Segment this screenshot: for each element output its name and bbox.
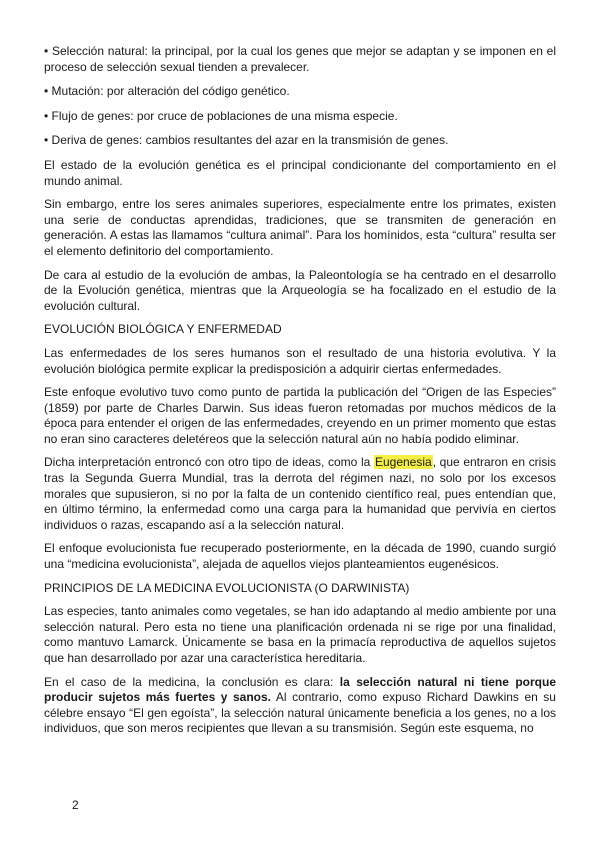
eugenesia-text-after: , que entraron en crisis tras la Segunda Guerra Mundial, tras la derrota del régimen nazi, no solo por los excesos morales que supusieron, si no por la falta de un contenido científico real, pues entendían que, en último término, la enfermedad como una carga para la humanidad que pervivía en ciertos individuos o razas, escapando así a la selección natural. xyxy=(44,455,556,532)
section-heading-evolucion-biologica: EVOLUCIÓN BIOLÓGICA Y ENFERMEDAD xyxy=(44,322,282,337)
bold-statement: la selección natural ni tiene porque producir sujetos más fuertes y sanos. xyxy=(44,674,557,705)
paragraph-conclusion-medicina xyxy=(44,675,556,737)
paragraph-darwin: Este enfoque evolutivo tuvo como punto de partida la publicación del “Origen de las Especies” (1859) por parte de Charles Darwin. Sus ideas fueron retomadas por muchos médicos de la época para entender el origen de las enfermedades, creyendo en un primer momento que estas no eran sino caracteres deletéreos que la selección natural aún no había podido eliminar. xyxy=(44,385,556,446)
highlighted-term-eugenesia: Eugenesia xyxy=(374,455,432,470)
bullet-seleccion-natural: • Selección natural: la principal, por la cual los genes que mejor se adaptan y se imponen en el proceso de selección sexual tienden a prevalecer. xyxy=(44,44,556,74)
bullet-flujo-de-genes: • Flujo de genes: por cruce de poblaciones de una misma especie. xyxy=(44,108,398,123)
section-heading-principios: PRINCIPIOS DE LA MEDICINA EVOLUCIONISTA (O DARWINISTA) xyxy=(44,580,410,595)
paragraph-especies: Las especies, tanto animales como vegetales, se han ido adaptando al medio ambiente por una selección natural. Pero esta no tiene una planificación ordenada ni se rige por una finalidad, como mantuvo Lamarck. Únicamente se basa en la primacía reproductiva de aquellos sujetos que han desarrollado por azar una característica hereditaria. xyxy=(44,604,556,665)
bullet-mutacion: • Mutación: por alteración del código genético. xyxy=(44,84,290,99)
paragraph-cultura-animal: Sin embargo, entre los seres animales superiores, especialmente entre los primates, existen una serie de conductas aprendidas, tradiciones, que se transmiten de generación en generación. A estas las llamamos “cultura animal”. Para los homínidos, esta “cultura” resulta ser el elemento definitorio del comportamiento. xyxy=(44,197,556,258)
conclusion-text-after: Al contrario, como expuso Richard Dawkins en su célebre ensayo “El gen egoísta”, la selección natural únicamente beneficia a los genes, no a los individuos, que son meros recipientes que llevan a su transmisión. Según este esquema, no xyxy=(44,690,556,736)
paragraph-evolucion-genetica: El estado de la evolución genética es el principal condicionante del comportamiento en el mundo animal. xyxy=(44,157,556,188)
paragraph-medicina-evolucionista: El enfoque evolucionista fue recuperado posteriormente, en la década de 1990, cuando surgió una “medicina evolucionista”, alejada de aquellos viejos planteamientos eugenésicos. xyxy=(44,541,556,572)
bullet-deriva-de-genes: • Deriva de genes: cambios resultantes del azar en la transmisión de genes. xyxy=(44,133,449,148)
paragraph-paleontologia: De cara al estudio de la evolución de ambas, la Paleontología se ha centrado en el desarrollo de la Evolución genética, mientras que la Arqueología se ha focalizado en el estudio de la evolución cultural. xyxy=(44,267,556,313)
paragraph-enfermedades: Las enfermedades de los seres humanos son el resultado de una historia evolutiva. Y la evolución biológica permite explicar la predisposición a adquirir ciertas enfermedades. xyxy=(44,345,556,376)
page-number: 2 xyxy=(72,798,79,812)
paragraph-eugenesia xyxy=(44,455,556,533)
eugenesia-text-before: Dicha interpretación entroncó con otro tipo de ideas, como la xyxy=(44,455,374,470)
conclusion-text-before: En el caso de la medicina, la conclusión es clara: xyxy=(44,674,340,689)
